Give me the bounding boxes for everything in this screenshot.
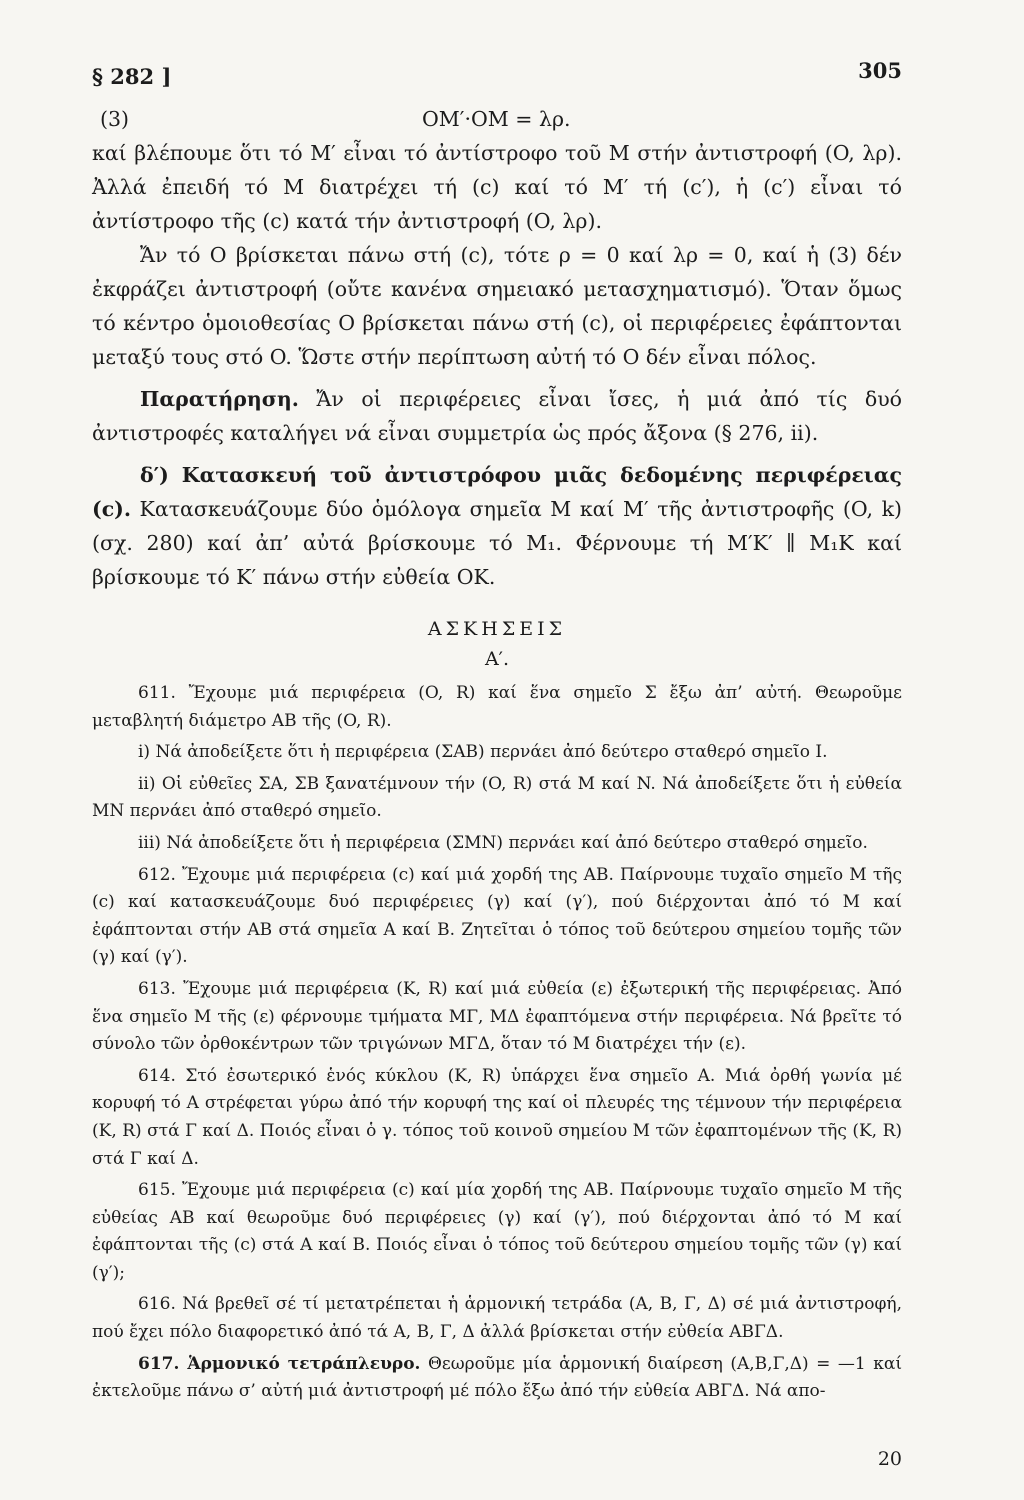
remark-label: Παρατήρηση. xyxy=(140,387,299,411)
equation-number: (3) xyxy=(100,107,130,131)
construction-paragraph xyxy=(92,458,902,594)
exercise-611: 611. Ἔχουμε μιά περιφέρεια (O, R) καί ἕνα σημεῖο Σ ἔξω ἀπ’ αὐτή. Θεωροῦμε μεταβλητή διάμετρο AB τῆς (O, R). xyxy=(92,683,902,731)
page-number: 305 xyxy=(858,58,902,83)
book-page xyxy=(92,56,902,1476)
construction-text: Κατασκευάζουμε δύο ὁμόλογα σημεῖα M καί M′ τῆς ἀντιστροφῆς (O, k) (σχ. 280) καί ἀπ’ αὐτά βρίσκουμε τό M₁. Φέρνουμε τή M′K′ ∥ M₁K καί βρίσκουμε τό K′ πάνω στήν εὐθεία OK. xyxy=(92,497,902,589)
paragraph-pole-case: Ἄν τό O βρίσκεται πάνω στή (c), τότε ρ = 0 καί λρ = 0, καί ἡ (3) δέν ἐκφράζει ἀντιστροφή (οὔτε κανένα σημειακό μετασχηματισμό). Ὅταν ὅμως τό κέντρο ὁμοιοθεσίας O βρίσκεται πάνω στή (c), οἱ περιφέρειες ἐφάπτονται μεταξύ τους στό O. Ὥστε στήν περίπτωση αὐτή τό O δέν εἶναι πόλος. xyxy=(92,243,902,369)
exercise-617 xyxy=(92,1351,902,1406)
equation-3 xyxy=(92,102,902,136)
exercise-611-iii: iii) Νά ἀποδείξετε ὅτι ἡ περιφέρεια (ΣMN) περνάει καί ἀπό δεύτερο σταθερό σημεῖο. xyxy=(138,832,868,853)
section-marker: § 282 ] xyxy=(92,64,172,89)
exercises-heading: ΑΣΚΗΣΕΙΣ xyxy=(427,618,567,640)
remark-text: Ἄν οἱ περιφέρειες εἶναι ἴσες, ἡ μιά ἀπό τίς δυό ἀντιστροφές καταλήγει νά εἶναι συμμετρία ὡς πρός ἄξονα (§ 276, ii). xyxy=(92,387,902,445)
exercise-617-text: Θεωροῦμε μία ἁρμονική διαίρεση (A,B,Γ,Δ) = —1 καί ἐκτελοῦμε πάνω σ’ αὐτή μιά ἀντιστροφή μέ πόλο ἔξω ἀπό τήν εὐθεία ABΓΔ. Νά απο- xyxy=(92,1353,902,1402)
running-header xyxy=(92,56,902,102)
signature-number: 20 xyxy=(877,1448,902,1470)
paragraph-inverse: καί βλέπουμε ὅτι τό M′ εἶναι τό ἀντίστροφο τοῦ M στήν ἀντιστροφή (O, λρ). Ἀλλά ἐπειδή τό M διατρέχει τή (c) καί τό M′ τή (c′), ἡ (c′) εἶναι τό ἀντίστροφο τῆς (c) κατά τήν ἀντιστροφή (O, λρ). xyxy=(92,141,902,233)
exercise-612: 612. Ἔχουμε μιά περιφέρεια (c) καί μιά χορδή της AB. Παίρνουμε τυχαῖο σημεῖο M τῆς (c) καί κατασκευάζουμε δυό περιφέρειες (γ) καί (γ′), πού διέρχονται ἀπό τό M καί ἐφάπτονται στήν AB στά σημεῖα A καί B. Ζητεῖται ὁ τόπος τοῦ δεύτερου σημείου τομῆς τῶν (γ) καί (γ′). xyxy=(92,864,902,968)
exercise-615: 615. Ἔχουμε μιά περιφέρεια (c) καί μία χορδή της AB. Παίρνουμε τυχαῖο σημεῖο M τῆς εὐθείας AB καί θεωροῦμε δυό περιφέρειες (γ) καί (γ′), πού διέρχονται ἀπό τό M καί ἐφάπτονται τῆς (c) στά A καί B. Ποιός εἶναι ὁ τόπος τοῦ δεύτερου σημείου τομῆς τῶν (γ) καί (γ′); xyxy=(92,1180,902,1283)
exercise-611-ii: ii) Οἱ εὐθεῖες ΣA, ΣB ξανατέμνουν τήν (O, R) στά M καί N. Νά ἀποδείξετε ὅτι ἡ εὐθεία MN περνάει ἀπό σταθερό σημεῖο. xyxy=(92,773,902,822)
exercise-611-i: i) Νά ἀποδείξετε ὅτι ἡ περιφέρεια (ΣAB) περνάει ἀπό δεύτερο σταθερό σημεῖο I. xyxy=(138,742,828,763)
exercise-617-label: 617. Ἁρμονικό τετράπλευρο. xyxy=(138,1353,421,1374)
remark-paragraph xyxy=(92,382,902,450)
construction-label: δ′) Κατασκευή τοῦ ἀντιστρόφου μιᾶς δεδομένης περιφέρειας (c). xyxy=(92,463,902,521)
exercise-613: 613. Ἔχουμε μιά περιφέρεια (K, R) καί μιά εὐθεία (ε) ἐξωτερική τῆς περιφέρειας. Ἀπό ἕνα σημεῖο M τῆς (ε) φέρνουμε τμήματα MΓ, MΔ ἐφαπτόμενα στήν περιφέρεια. Νά βρεῖτε τό σύνολο τῶν ὀρθοκέντρων τῶν τριγώνων MΓΔ, ὅταν τό M διατρέχει τήν (ε). xyxy=(92,978,902,1055)
exercise-616: 616. Νά βρεθεῖ σέ τί μετατρέπεται ἡ ἁρμονική τετράδα (A, B, Γ, Δ) σέ μιά ἀντιστροφή, πού ἔχει πόλο διαφορετικό ἀπό τά A, B, Γ, Δ ἀλλά βρίσκεται στήν εὐθεία ABΓΔ. xyxy=(92,1294,902,1343)
equation-expression: OM′·OM = λρ. xyxy=(422,107,571,131)
exercise-614: 614. Στό ἐσωτερικό ἑνός κύκλου (K, R) ὑπάρχει ἕνα σημεῖο A. Μιά ὀρθή γωνία μέ κορυφή τό A στρέφεται γύρω ἀπό τήν κορυφή της καί οἱ πλευρές της τέμνουν τήν περιφέρεια (K, R) στά Γ καί Δ. Ποιός εἶναι ὁ γ. τόπος τοῦ κοινοῦ σημείου M τῶν ἐφαπτομένων τῆς (K, R) στά Γ καί Δ. xyxy=(92,1065,902,1169)
exercises-subheading: Α′. xyxy=(484,648,510,670)
